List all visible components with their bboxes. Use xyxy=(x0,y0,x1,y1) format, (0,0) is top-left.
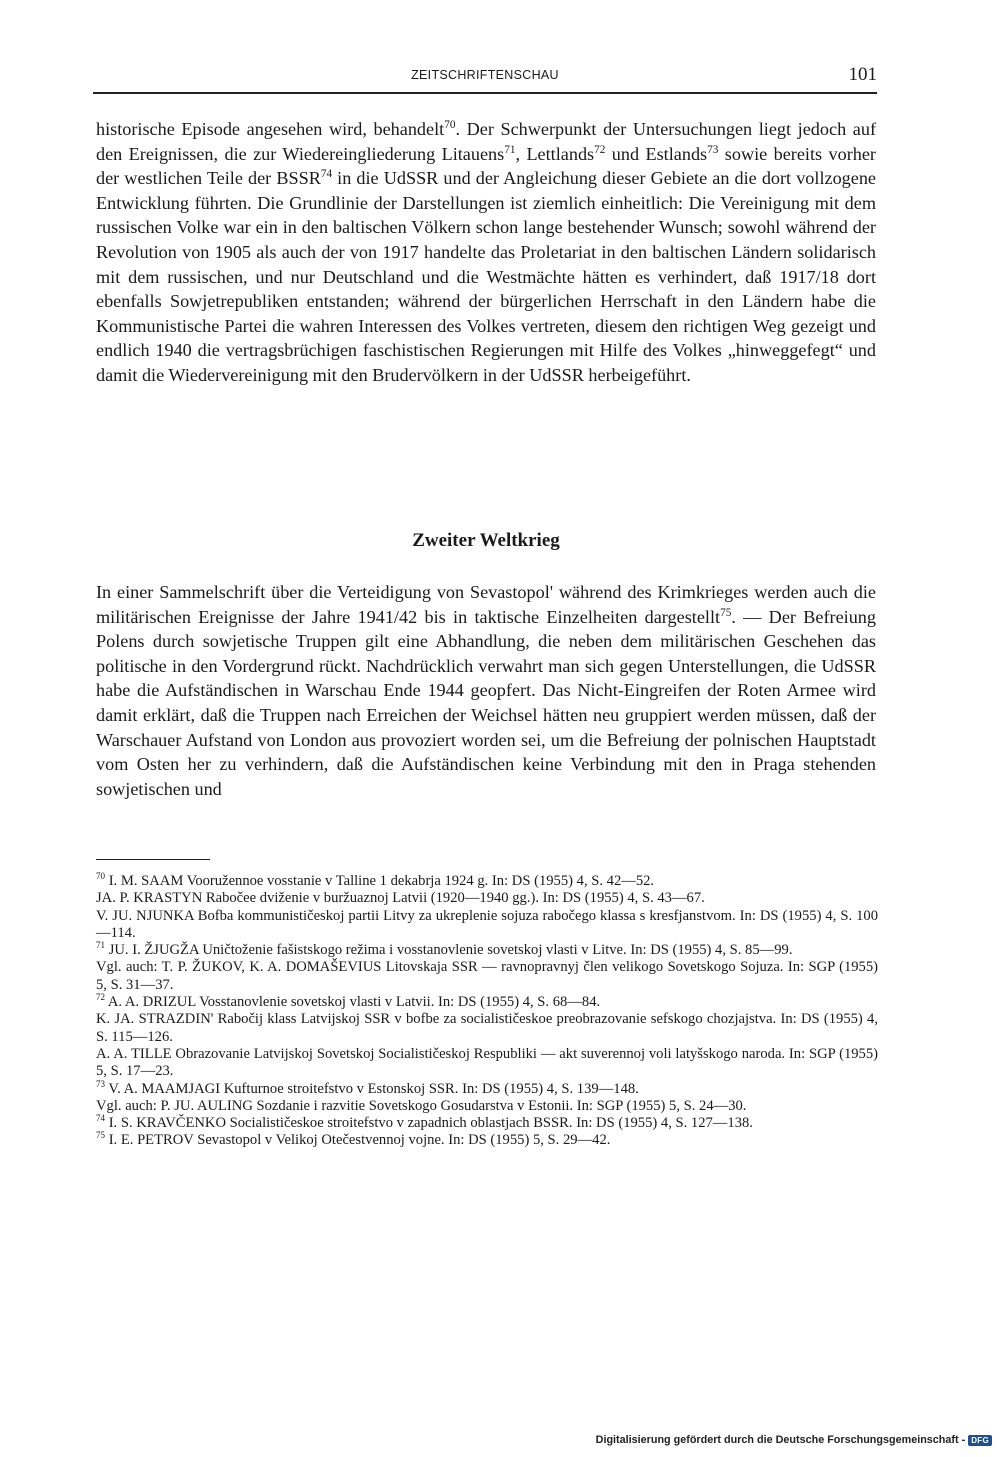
footnote-ref-73: 73 xyxy=(707,143,719,156)
footnote-entry xyxy=(96,942,878,959)
footnote-ref-71: 71 xyxy=(504,143,516,156)
footnote-entry xyxy=(96,994,878,1011)
footnote-text: A. A. TILLE Obrazovanie Latvijskoj Sovetskoj Socialističeskoj Respubliki — akt suverennoj voli latyšskogo naroda. In: SGP (1955) 5, S. 17—23. xyxy=(96,1045,878,1080)
body-paragraph-2 xyxy=(96,580,876,801)
footnote-mark: 70 xyxy=(96,871,106,882)
footnote-text: Vgl. auch: T. P. ŽUKOV, K. A. DOMAŠEVIUS Litovskaja SSR — ravnopravnyj člen velikogo Sovetskogo Sojuza. In: SGP (1955) 5, S. 31—37. xyxy=(96,959,878,993)
footnote-text: JU. I. ŽJUGŽA Uničtoženie fašistskogo režima i vosstanovlenie sovetskoj vlasti v Litve. In: DS (1955) 4, S. 85—99. xyxy=(105,942,793,959)
body-paragraph-1 xyxy=(96,117,876,388)
section-heading: Zweiter Weltkrieg xyxy=(412,530,560,551)
footnote-entry xyxy=(96,873,878,890)
running-header xyxy=(93,64,877,94)
footnote-entry xyxy=(96,1046,878,1081)
funding-note xyxy=(596,1434,992,1446)
footnote-ref-72: 72 xyxy=(594,143,606,156)
text-run: sowie bereits vorher der westlichen Teile der BSSR xyxy=(96,143,876,189)
footnote-mark: 72 xyxy=(96,992,106,1003)
text-run: . — Der Befreiung Polens durch sowjetische Truppen gilt eine Abhandlung, die neben dem militärischen Geschehen das politische in den Vordergrund rückt. Nachdrücklich verwahrt man sich gegen Unterstellungen, die UdSSR habe die Aufständischen in Warschau Ende 1944 geopfert. Das Nicht-Eingreifen der Roten Armee wird damit erklärt, daß die Truppen nach Erreichen der Weichsel hätten neu gruppiert werden müssen, daß der Warschauer Aufstand von London aus provoziert worden sei, um die Befreiung der polnischen Hauptstadt vom Osten her zu verhindern, daß die Aufständischen keine Verbindung mit den in Praga stehenden sowjetischen und xyxy=(96,606,876,799)
footnote-text: I. S. KRAVČENKO Socialističeskoe stroitefstvo v zapadnich oblastjach BSSR. In: DS (1955) 4, S. 127—138. xyxy=(105,1115,753,1132)
text-run: und Estlands xyxy=(605,143,708,164)
footnote-entry xyxy=(96,1078,878,1098)
footnote-text: Vgl. auch: P. JU. AULING Sozdanie i razvitie Sovetskogo Gosudarstva v Estonii. In: SGP (1955) 5, S. 24—30. xyxy=(96,1097,747,1114)
footnote-text: A. A. DRIZUL Vosstanovlenie sovetskoj vlasti v Latvii. In: DS (1955) 4, S. 68—84. xyxy=(105,994,601,1011)
footnote-text: V. JU. NJUNKA Bofba kommunističeskoj partii Litvy za ukreplenie sojuza rabočego klassa s kresfjanstvom. In: DS (1955) 4, S. 100—114. xyxy=(96,907,878,941)
footnote-entry xyxy=(96,890,878,907)
footnote-entry xyxy=(96,1115,878,1132)
text-run: . Der Schwerpunkt der Untersuchungen liegt jedoch auf den Ereignissen, die zur Wiedereingliederung Litauens xyxy=(96,119,876,164)
page-number: 101 xyxy=(848,64,877,85)
footnote-ref-75: 75 xyxy=(720,606,732,619)
footnote-entry xyxy=(96,1098,878,1115)
footnote-text: JA. P. KRASTYN Rabočee dviženie v buržuaznoj Latvii (1920—1940 gg.). In: DS (1955) 4, S. 43—67. xyxy=(96,890,705,907)
footnote-ref-70: 70 xyxy=(444,118,456,131)
footnote-entry xyxy=(96,1011,878,1046)
footnote-entry xyxy=(96,908,878,943)
footnote-mark: 75 xyxy=(96,1130,106,1141)
footnote-text: I. E. PETROV Sevastopol v Velikoj Otečestvennoj vojne. In: DS (1955) 5, S. 29—42. xyxy=(105,1132,611,1149)
footnote-separator xyxy=(96,859,210,860)
dfg-logo-icon: DFG xyxy=(968,1435,992,1446)
running-title: ZEITSCHRIFTENSCHAU xyxy=(411,68,559,82)
footnote-entry xyxy=(96,959,878,994)
footnote-mark: 74 xyxy=(96,1113,106,1124)
footnote-text: V. A. MAAMJAGI Kufturnoe stroitefstvo v Estonskoj SSR. In: DS (1955) 4, S. 139—148. xyxy=(105,1080,639,1097)
text-run: , Lettlands xyxy=(515,143,595,164)
footnotes xyxy=(96,873,878,1150)
footnote-text: I. M. SAAM Vooružennoe vosstanie v Talline 1 dekabrja 1924 g. In: DS (1955) 4, S. 42—52. xyxy=(105,873,655,889)
text-run: historische Episode angesehen wird, behandelt xyxy=(96,119,445,139)
footnote-mark: 73 xyxy=(96,1078,106,1089)
funding-text: Digitalisierung gefördert durch die Deutsche Forschungsgemeinschaft - xyxy=(595,1434,966,1446)
footnote-mark: 71 xyxy=(96,940,106,951)
text-run: in die UdSSR und der Angleichung dieser Gebiete an die dort vollzogene Entwicklung führten. Die Grundlinie der Darstellungen ist ziemlich einheitlich: Die Vereinigung mit dem russischen Volke war ein in den baltischen Völkern schon lange bestehender Wunsch; sowohl während der Revolution von 1905 als auch der von 1917 handelte das Proletariat in den baltischen Ländern solidarisch mit dem russischen, und nur Deutschland und die Westmächte hätten es verhindert, daß 1917/18 dort ebenfalls Sowjetrepubliken entstanden; während der bürgerlichen Herrschaft in den Ländern habe die Kommunistische Partei die wahren Interessen des Volkes vertreten, diesem den richtigen Weg gezeigt und endlich 1940 die vertragsbrüchigen faschistischen Regierungen mit Hilfe des Volkes „hinweggefegt“ und damit die Wiedervereinigung mit den Brudervölkern in der UdSSR herbeigeführt. xyxy=(96,168,876,385)
footnote-ref-74: 74 xyxy=(320,168,333,181)
footnote-entry xyxy=(96,1132,878,1149)
footnote-text: K. JA. STRAZDIN' Rabočij klass Latvijskoj SSR v bofbe za socialističeskoe preobrazovanie sefskogo chozjajstva. In: DS (1955) 4, S. 115—126. xyxy=(96,1011,878,1045)
text-run: In einer Sammelschrift über die Verteidigung von Sevastopol' während des Krimkrieges werden auch die militärischen Ereignisse der Jahre 1941/42 bis in taktische Einzelheiten dargestellt xyxy=(96,582,876,627)
